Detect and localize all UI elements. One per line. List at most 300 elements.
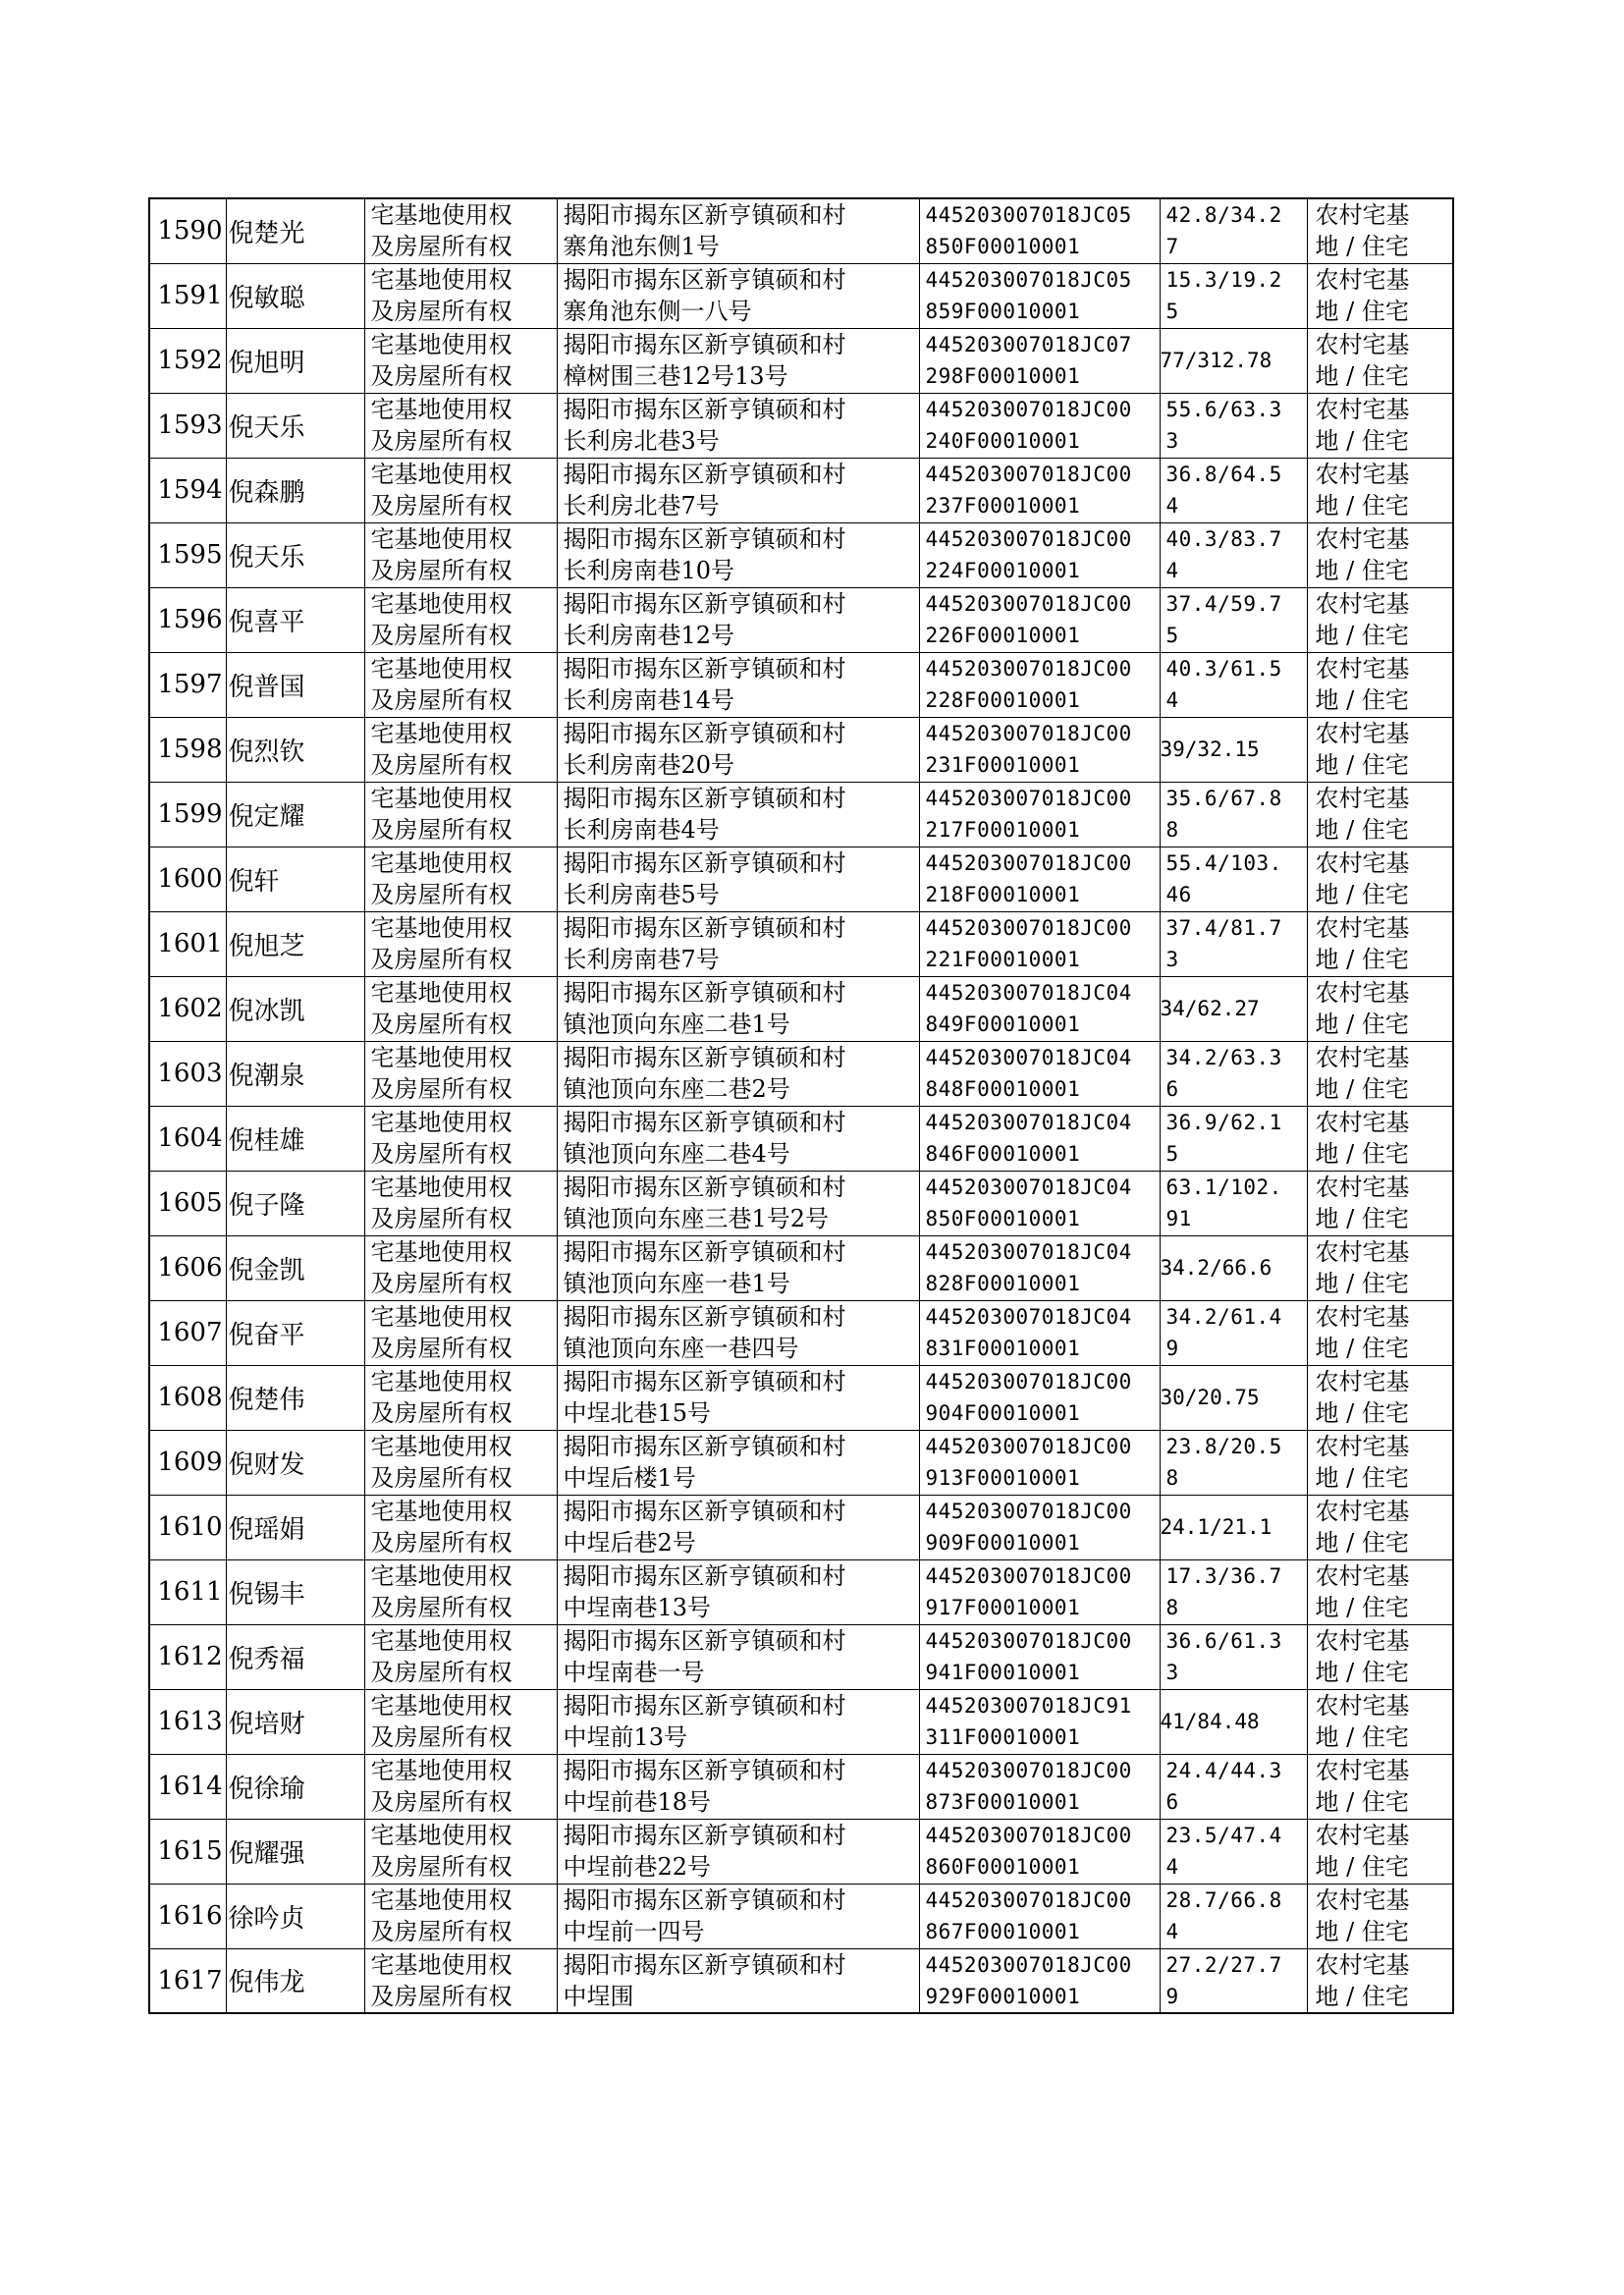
area-cell: 77/312.78 bbox=[1160, 328, 1307, 393]
area-line: 4 bbox=[1165, 688, 1179, 712]
certificate-number-line: 850F00010001 bbox=[925, 235, 1081, 259]
record-number-cell: 1614 bbox=[149, 1754, 226, 1819]
certificate-number-line: 445203007018JC07 bbox=[925, 333, 1132, 356]
certificate-number-line: 224F00010001 bbox=[925, 559, 1081, 582]
location-line: 长利房南巷10号 bbox=[563, 557, 735, 584]
certificate-number-line: 445203007018JC00 bbox=[925, 1824, 1132, 1847]
usage-cell bbox=[1307, 328, 1453, 393]
area-line: 27.2/27.7 bbox=[1165, 1952, 1282, 1977]
record-number-cell: 1616 bbox=[149, 1884, 226, 1948]
right-type-cell bbox=[364, 976, 557, 1041]
usage-cell bbox=[1307, 393, 1453, 458]
certificate-number-line: 445203007018JC00 bbox=[925, 463, 1132, 486]
location-line: 镇池顶向东座二巷2号 bbox=[563, 1075, 790, 1103]
usage-cell bbox=[1307, 652, 1453, 717]
usage-line: 农村宅基 bbox=[1315, 1950, 1410, 1979]
usage-line: 地 / 住宅 bbox=[1315, 1205, 1409, 1232]
usage-line: 农村宅基 bbox=[1315, 1757, 1410, 1784]
certificate-number-line: 828F00010001 bbox=[925, 1272, 1081, 1295]
right-type-line: 及房屋所有权 bbox=[370, 1853, 513, 1881]
right-type-line: 宅基地使用权 bbox=[370, 1886, 513, 1914]
usage-cell bbox=[1307, 1235, 1453, 1300]
usage-line: 农村宅基 bbox=[1315, 1368, 1410, 1395]
certificate-number-line: 231F00010001 bbox=[925, 753, 1081, 777]
certificate-number-line: 867F00010001 bbox=[925, 1920, 1081, 1943]
usage-line: 地 / 住宅 bbox=[1315, 1075, 1409, 1103]
usage-line: 地 / 住宅 bbox=[1315, 622, 1409, 649]
owner-name-cell: 倪子隆 bbox=[226, 1171, 364, 1235]
table-row bbox=[149, 1495, 1453, 1559]
location-line: 镇池顶向东座二巷1号 bbox=[563, 1011, 790, 1038]
usage-line: 农村宅基 bbox=[1315, 979, 1410, 1007]
area-line: 36.9/62.1 bbox=[1165, 1111, 1282, 1134]
usage-line: 地 / 住宅 bbox=[1315, 362, 1409, 390]
usage-cell bbox=[1307, 263, 1453, 328]
area-line: 3 bbox=[1165, 948, 1179, 971]
usage-line: 地 / 住宅 bbox=[1315, 492, 1409, 519]
usage-line: 农村宅基 bbox=[1315, 396, 1410, 423]
certificate-number-cell bbox=[919, 1171, 1160, 1235]
certificate-number-cell bbox=[919, 1430, 1160, 1495]
right-type-line: 宅基地使用权 bbox=[370, 1498, 513, 1525]
certificate-number-cell bbox=[919, 587, 1160, 652]
location-cell bbox=[557, 1495, 919, 1559]
record-number-cell: 1617 bbox=[149, 1948, 226, 2013]
location-cell bbox=[557, 1365, 919, 1430]
location-cell bbox=[557, 1106, 919, 1171]
usage-cell bbox=[1307, 847, 1453, 911]
location-line: 揭阳市揭东区新亨镇硕和村 bbox=[563, 979, 846, 1007]
certificate-number-line: 873F00010001 bbox=[925, 1790, 1081, 1814]
location-cell bbox=[557, 458, 919, 522]
right-type-line: 宅基地使用权 bbox=[370, 785, 513, 812]
certificate-number-line: 445203007018JC00 bbox=[925, 916, 1132, 940]
certificate-number-line: 226F00010001 bbox=[925, 624, 1081, 647]
certificate-number-line: 221F00010001 bbox=[925, 948, 1081, 971]
certificate-number-cell bbox=[919, 1884, 1160, 1948]
table-row bbox=[149, 458, 1453, 522]
area-line: 4 bbox=[1165, 559, 1179, 582]
certificate-number-line: 445203007018JC04 bbox=[925, 981, 1132, 1005]
area-line: 34.2/61.4 bbox=[1165, 1305, 1282, 1329]
area-line: 4 bbox=[1165, 494, 1179, 518]
right-type-line: 及房屋所有权 bbox=[370, 686, 513, 714]
location-line: 揭阳市揭东区新亨镇硕和村 bbox=[563, 1886, 846, 1914]
owner-name-cell: 倪普国 bbox=[226, 652, 364, 717]
right-type-cell bbox=[364, 782, 557, 847]
right-type-line: 及房屋所有权 bbox=[370, 1335, 513, 1362]
certificate-number-cell bbox=[919, 522, 1160, 587]
right-type-cell bbox=[364, 263, 557, 328]
area-cell: 24.1/21.1 bbox=[1160, 1495, 1307, 1559]
usage-cell bbox=[1307, 1495, 1453, 1559]
table-row bbox=[149, 263, 1453, 328]
certificate-number-line: 445203007018JC00 bbox=[925, 398, 1132, 421]
location-line: 揭阳市揭东区新亨镇硕和村 bbox=[563, 266, 846, 294]
usage-cell bbox=[1307, 1365, 1453, 1430]
right-type-cell bbox=[364, 1819, 557, 1884]
right-type-line: 及房屋所有权 bbox=[370, 427, 513, 455]
certificate-number-cell bbox=[919, 328, 1160, 393]
owner-name-cell: 倪徐瑜 bbox=[226, 1754, 364, 1819]
owner-name-cell: 倪金凯 bbox=[226, 1235, 364, 1300]
usage-line: 地 / 住宅 bbox=[1315, 1464, 1409, 1492]
location-cell bbox=[557, 263, 919, 328]
right-type-line: 及房屋所有权 bbox=[370, 1270, 513, 1297]
right-type-line: 宅基地使用权 bbox=[370, 914, 513, 942]
record-number-cell: 1591 bbox=[149, 263, 226, 328]
certificate-number-line: 445203007018JC00 bbox=[925, 787, 1132, 810]
usage-line: 地 / 住宅 bbox=[1315, 946, 1409, 973]
certificate-number-line: 240F00010001 bbox=[925, 429, 1081, 453]
area-cell bbox=[1160, 1559, 1307, 1624]
table-row bbox=[149, 393, 1453, 458]
right-type-line: 及房屋所有权 bbox=[370, 298, 513, 325]
certificate-number-line: 909F00010001 bbox=[925, 1531, 1081, 1555]
record-number-cell: 1605 bbox=[149, 1171, 226, 1235]
location-line: 揭阳市揭东区新亨镇硕和村 bbox=[563, 914, 846, 942]
area-line: 8 bbox=[1165, 1466, 1179, 1490]
certificate-number-cell bbox=[919, 1624, 1160, 1689]
area-cell bbox=[1160, 458, 1307, 522]
table-row bbox=[149, 1171, 1453, 1235]
certificate-number-line: 445203007018JC04 bbox=[925, 1305, 1132, 1329]
location-line: 镇池顶向东座一巷1号 bbox=[563, 1270, 790, 1297]
right-type-line: 宅基地使用权 bbox=[370, 1627, 513, 1655]
certificate-number-line: 445203007018JC00 bbox=[925, 1629, 1132, 1653]
usage-line: 地 / 住宅 bbox=[1315, 1270, 1409, 1297]
right-type-line: 及房屋所有权 bbox=[370, 1205, 513, 1232]
location-line: 揭阳市揭东区新亨镇硕和村 bbox=[563, 1433, 846, 1460]
usage-cell bbox=[1307, 198, 1453, 263]
usage-line: 农村宅基 bbox=[1315, 1433, 1410, 1460]
usage-cell bbox=[1307, 1754, 1453, 1819]
area-line: 23.8/20.5 bbox=[1165, 1435, 1282, 1458]
area-line: 4 bbox=[1165, 1855, 1179, 1879]
usage-line: 地 / 住宅 bbox=[1315, 881, 1409, 908]
right-type-line: 宅基地使用权 bbox=[370, 655, 513, 683]
location-line: 长利房北巷3号 bbox=[563, 427, 720, 455]
usage-cell bbox=[1307, 1430, 1453, 1495]
certificate-number-cell bbox=[919, 911, 1160, 976]
usage-line: 地 / 住宅 bbox=[1315, 233, 1409, 261]
usage-line: 地 / 住宅 bbox=[1315, 298, 1409, 325]
location-line: 长利房南巷12号 bbox=[563, 622, 735, 649]
right-type-cell bbox=[364, 328, 557, 393]
usage-line: 地 / 住宅 bbox=[1315, 427, 1409, 455]
table-row bbox=[149, 1300, 1453, 1365]
right-type-cell bbox=[364, 393, 557, 458]
location-line: 中埕前巷18号 bbox=[563, 1788, 712, 1816]
usage-cell bbox=[1307, 976, 1453, 1041]
location-line: 镇池顶向东座一巷四号 bbox=[563, 1335, 799, 1362]
area-line: 9 bbox=[1165, 1984, 1179, 2008]
area-line: 6 bbox=[1165, 1790, 1179, 1814]
record-number-cell: 1613 bbox=[149, 1689, 226, 1754]
table-row bbox=[149, 1819, 1453, 1884]
right-type-cell bbox=[364, 1884, 557, 1948]
right-type-line: 宅基地使用权 bbox=[370, 201, 513, 230]
location-cell bbox=[557, 847, 919, 911]
location-cell bbox=[557, 1948, 919, 2013]
certificate-number-line: 445203007018JC00 bbox=[925, 1435, 1132, 1458]
area-line: 5 bbox=[1165, 624, 1179, 647]
record-number-cell: 1597 bbox=[149, 652, 226, 717]
record-number-cell: 1602 bbox=[149, 976, 226, 1041]
usage-cell bbox=[1307, 1884, 1453, 1948]
area-cell bbox=[1160, 198, 1307, 263]
location-line: 樟树围三巷12号13号 bbox=[563, 362, 788, 390]
usage-line: 农村宅基 bbox=[1315, 1174, 1410, 1201]
certificate-number-line: 904F00010001 bbox=[925, 1401, 1081, 1425]
record-number-cell: 1592 bbox=[149, 328, 226, 393]
certificate-number-line: 846F00010001 bbox=[925, 1142, 1081, 1166]
right-type-cell bbox=[364, 1689, 557, 1754]
certificate-number-line: 445203007018JC00 bbox=[925, 1500, 1132, 1523]
area-cell bbox=[1160, 1819, 1307, 1884]
certificate-number-line: 917F00010001 bbox=[925, 1596, 1081, 1619]
location-line: 中埕前巷22号 bbox=[563, 1853, 712, 1881]
right-type-line: 宅基地使用权 bbox=[370, 979, 513, 1007]
certificate-number-line: 831F00010001 bbox=[925, 1337, 1081, 1360]
right-type-line: 及房屋所有权 bbox=[370, 1140, 513, 1168]
area-cell bbox=[1160, 847, 1307, 911]
record-number-cell: 1606 bbox=[149, 1235, 226, 1300]
area-line: 55.6/63.3 bbox=[1165, 398, 1282, 421]
record-number-cell: 1594 bbox=[149, 458, 226, 522]
right-type-line: 宅基地使用权 bbox=[370, 1692, 513, 1720]
area-line: 37.4/81.7 bbox=[1165, 916, 1282, 940]
owner-name-cell: 倪森鹏 bbox=[226, 458, 364, 522]
right-type-cell bbox=[364, 198, 557, 263]
usage-line: 地 / 住宅 bbox=[1315, 1399, 1409, 1427]
certificate-number-line: 445203007018JC00 bbox=[925, 1888, 1132, 1912]
table-row bbox=[149, 652, 1453, 717]
location-line: 揭阳市揭东区新亨镇硕和村 bbox=[563, 849, 846, 877]
owner-name-cell: 倪锡丰 bbox=[226, 1559, 364, 1624]
location-cell bbox=[557, 1754, 919, 1819]
area-cell bbox=[1160, 1948, 1307, 2013]
usage-line: 农村宅基 bbox=[1315, 720, 1410, 747]
right-type-line: 宅基地使用权 bbox=[370, 1044, 513, 1071]
table-row bbox=[149, 522, 1453, 587]
table-row bbox=[149, 328, 1453, 393]
usage-line: 农村宅基 bbox=[1315, 1303, 1410, 1331]
right-type-line: 宅基地使用权 bbox=[370, 331, 513, 358]
table-row bbox=[149, 1689, 1453, 1754]
usage-cell bbox=[1307, 911, 1453, 976]
usage-line: 农村宅基 bbox=[1315, 1692, 1410, 1720]
certificate-number-line: 445203007018JC00 bbox=[925, 657, 1132, 681]
usage-line: 农村宅基 bbox=[1315, 1238, 1410, 1266]
location-line: 揭阳市揭东区新亨镇硕和村 bbox=[563, 1303, 846, 1331]
area-cell: 34/62.27 bbox=[1160, 976, 1307, 1041]
location-line: 寨角池东侧1号 bbox=[563, 233, 720, 261]
certificate-number-line: 445203007018JC00 bbox=[925, 1952, 1132, 1977]
area-line: 24.4/44.3 bbox=[1165, 1759, 1282, 1782]
location-line: 揭阳市揭东区新亨镇硕和村 bbox=[563, 655, 846, 683]
usage-line: 地 / 住宅 bbox=[1315, 1594, 1409, 1621]
certificate-number-line: 445203007018JC00 bbox=[925, 722, 1132, 745]
owner-name-cell: 倪伟龙 bbox=[226, 1948, 364, 2013]
certificate-number-cell bbox=[919, 717, 1160, 782]
area-cell bbox=[1160, 393, 1307, 458]
area-line: 3 bbox=[1165, 1661, 1179, 1684]
certificate-number-cell bbox=[919, 393, 1160, 458]
record-number-cell: 1600 bbox=[149, 847, 226, 911]
usage-line: 地 / 住宅 bbox=[1315, 686, 1409, 714]
area-cell bbox=[1160, 1624, 1307, 1689]
owner-name-cell: 倪喜平 bbox=[226, 587, 364, 652]
certificate-number-line: 298F00010001 bbox=[925, 364, 1081, 388]
area-cell bbox=[1160, 587, 1307, 652]
usage-cell bbox=[1307, 1041, 1453, 1106]
right-type-cell bbox=[364, 717, 557, 782]
right-type-line: 及房屋所有权 bbox=[370, 1918, 513, 1945]
certificate-number-cell bbox=[919, 1235, 1160, 1300]
record-number-cell: 1603 bbox=[149, 1041, 226, 1106]
location-line: 揭阳市揭东区新亨镇硕和村 bbox=[563, 1950, 846, 1979]
right-type-line: 宅基地使用权 bbox=[370, 1303, 513, 1331]
owner-name-cell: 倪天乐 bbox=[226, 393, 364, 458]
right-type-line: 宅基地使用权 bbox=[370, 1822, 513, 1849]
right-type-line: 宅基地使用权 bbox=[370, 1368, 513, 1395]
right-type-line: 宅基地使用权 bbox=[370, 266, 513, 294]
location-line: 中埕前13号 bbox=[563, 1723, 688, 1751]
right-type-cell bbox=[364, 1948, 557, 2013]
certificate-number-cell bbox=[919, 847, 1160, 911]
record-number-cell: 1598 bbox=[149, 717, 226, 782]
usage-cell bbox=[1307, 1171, 1453, 1235]
right-type-line: 宅基地使用权 bbox=[370, 396, 513, 423]
table-row bbox=[149, 1754, 1453, 1819]
location-cell bbox=[557, 782, 919, 847]
right-type-line: 及房屋所有权 bbox=[370, 1982, 513, 2010]
owner-name-cell: 倪旭芝 bbox=[226, 911, 364, 976]
usage-line: 地 / 住宅 bbox=[1315, 1853, 1409, 1881]
location-line: 揭阳市揭东区新亨镇硕和村 bbox=[563, 201, 846, 230]
right-type-line: 及房屋所有权 bbox=[370, 233, 513, 261]
right-type-line: 宅基地使用权 bbox=[370, 720, 513, 747]
location-cell bbox=[557, 328, 919, 393]
right-type-cell bbox=[364, 847, 557, 911]
right-type-line: 及房屋所有权 bbox=[370, 816, 513, 844]
location-line: 寨角池东侧一八号 bbox=[563, 298, 752, 325]
area-line: 15.3/19.2 bbox=[1165, 268, 1282, 292]
usage-line: 地 / 住宅 bbox=[1315, 1982, 1409, 2010]
usage-line: 地 / 住宅 bbox=[1315, 1723, 1409, 1751]
certificate-number-line: 445203007018JC00 bbox=[925, 851, 1132, 875]
location-line: 揭阳市揭东区新亨镇硕和村 bbox=[563, 1174, 846, 1201]
area-line: 7 bbox=[1165, 235, 1179, 259]
location-line: 揭阳市揭东区新亨镇硕和村 bbox=[563, 1368, 846, 1395]
certificate-number-cell bbox=[919, 198, 1160, 263]
location-line: 揭阳市揭东区新亨镇硕和村 bbox=[563, 1238, 846, 1266]
usage-cell bbox=[1307, 458, 1453, 522]
record-number-cell: 1604 bbox=[149, 1106, 226, 1171]
area-cell bbox=[1160, 1430, 1307, 1495]
location-cell bbox=[557, 1430, 919, 1495]
area-cell bbox=[1160, 263, 1307, 328]
table-row bbox=[149, 1365, 1453, 1430]
area-line: 8 bbox=[1165, 818, 1179, 842]
location-cell bbox=[557, 976, 919, 1041]
location-cell bbox=[557, 1235, 919, 1300]
owner-name-cell: 倪楚光 bbox=[226, 198, 364, 263]
area-line: 5 bbox=[1165, 300, 1179, 323]
area-line: 28.7/66.8 bbox=[1165, 1888, 1282, 1912]
location-cell bbox=[557, 1819, 919, 1884]
right-type-line: 宅基地使用权 bbox=[370, 525, 513, 553]
table-row bbox=[149, 1430, 1453, 1495]
table-row bbox=[149, 976, 1453, 1041]
right-type-line: 及房屋所有权 bbox=[370, 946, 513, 973]
right-type-line: 宅基地使用权 bbox=[370, 1757, 513, 1784]
record-number-cell: 1607 bbox=[149, 1300, 226, 1365]
table-row bbox=[149, 1624, 1453, 1689]
location-cell bbox=[557, 1624, 919, 1689]
area-line: 5 bbox=[1165, 1142, 1179, 1166]
certificate-number-cell bbox=[919, 1948, 1160, 2013]
location-cell bbox=[557, 522, 919, 587]
record-number-cell: 1609 bbox=[149, 1430, 226, 1495]
area-line: 37.4/59.7 bbox=[1165, 592, 1282, 616]
table-row bbox=[149, 782, 1453, 847]
owner-name-cell: 倪敏聪 bbox=[226, 263, 364, 328]
area-line: 9 bbox=[1165, 1337, 1179, 1360]
location-line: 长利房南巷7号 bbox=[563, 946, 720, 973]
property-register-table bbox=[148, 197, 1454, 2014]
certificate-number-line: 929F00010001 bbox=[925, 1984, 1081, 2008]
certificate-number-line: 445203007018JC00 bbox=[925, 592, 1132, 616]
location-cell bbox=[557, 198, 919, 263]
area-line: 23.5/47.4 bbox=[1165, 1824, 1282, 1847]
right-type-line: 宅基地使用权 bbox=[370, 590, 513, 618]
certificate-number-line: 445203007018JC00 bbox=[925, 1564, 1132, 1588]
usage-line: 农村宅基 bbox=[1315, 655, 1410, 683]
table-row bbox=[149, 1041, 1453, 1106]
location-cell bbox=[557, 1300, 919, 1365]
owner-name-cell: 倪轩 bbox=[226, 847, 364, 911]
owner-name-cell: 倪奋平 bbox=[226, 1300, 364, 1365]
certificate-number-cell bbox=[919, 1300, 1160, 1365]
right-type-line: 宅基地使用权 bbox=[370, 849, 513, 877]
right-type-cell bbox=[364, 1495, 557, 1559]
usage-line: 农村宅基 bbox=[1315, 266, 1410, 294]
certificate-number-line: 445203007018JC00 bbox=[925, 1759, 1132, 1782]
area-line: 63.1/102. bbox=[1165, 1175, 1282, 1199]
owner-name-cell: 倪财发 bbox=[226, 1430, 364, 1495]
area-cell: 34.2/66.6 bbox=[1160, 1235, 1307, 1300]
certificate-number-line: 217F00010001 bbox=[925, 818, 1081, 842]
right-type-line: 宅基地使用权 bbox=[370, 1562, 513, 1590]
certificate-number-line: 849F00010001 bbox=[925, 1012, 1081, 1036]
certificate-number-line: 848F00010001 bbox=[925, 1077, 1081, 1101]
table-row bbox=[149, 1948, 1453, 2013]
area-cell bbox=[1160, 911, 1307, 976]
location-cell bbox=[557, 1559, 919, 1624]
table-row bbox=[149, 1106, 1453, 1171]
usage-line: 农村宅基 bbox=[1315, 331, 1410, 358]
location-line: 中埕前一四号 bbox=[563, 1918, 705, 1945]
right-type-cell bbox=[364, 911, 557, 976]
owner-name-cell: 倪桂雄 bbox=[226, 1106, 364, 1171]
table-row bbox=[149, 1235, 1453, 1300]
area-line: 36.6/61.3 bbox=[1165, 1629, 1282, 1653]
location-line: 中埕后巷2号 bbox=[563, 1529, 696, 1557]
certificate-number-line: 445203007018JC00 bbox=[925, 1370, 1132, 1393]
location-line: 揭阳市揭东区新亨镇硕和村 bbox=[563, 1692, 846, 1720]
